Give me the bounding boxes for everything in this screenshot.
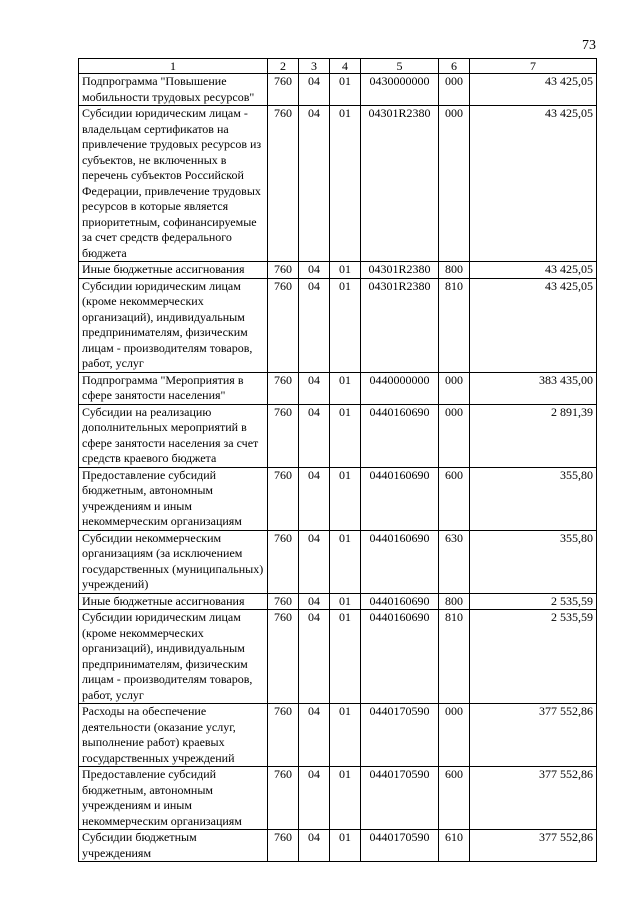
table-row bbox=[79, 106, 597, 262]
row-c2: 760 bbox=[268, 262, 299, 279]
row-c5: 0440160690 bbox=[361, 530, 439, 593]
row-amount: 43 425,05 bbox=[470, 106, 597, 262]
row-c6: 810 bbox=[439, 610, 470, 704]
row-c6: 600 bbox=[439, 767, 470, 830]
row-c5: 04301R2380 bbox=[361, 106, 439, 262]
row-c4: 01 bbox=[330, 404, 361, 467]
row-c2: 760 bbox=[268, 610, 299, 704]
row-c3: 04 bbox=[299, 106, 330, 262]
header-col-2: 2 bbox=[268, 59, 299, 74]
row-name: Субсидии юридическим лицам - владельцам сертификатов на привлечение трудовых ресурсов из субъектов, не включенных в перечень субъектов Российской Федерации, привлечение трудовых ресурсов в которые является приоритетным, софинансируемые за счет средств федерального бюджета bbox=[79, 106, 268, 262]
header-col-6: 6 bbox=[439, 59, 470, 74]
row-c6: 000 bbox=[439, 106, 470, 262]
row-c6: 630 bbox=[439, 530, 470, 593]
row-c3: 04 bbox=[299, 830, 330, 862]
row-c5: 0440170590 bbox=[361, 704, 439, 767]
row-c4: 01 bbox=[330, 593, 361, 610]
row-c6: 800 bbox=[439, 262, 470, 279]
row-amount: 43 425,05 bbox=[470, 278, 597, 372]
row-c6: 600 bbox=[439, 467, 470, 530]
row-c2: 760 bbox=[268, 593, 299, 610]
row-name: Субсидии на реализацию дополнительных мероприятий в сфере занятости населения за счет средств краевого бюджета bbox=[79, 404, 268, 467]
row-c2: 760 bbox=[268, 467, 299, 530]
row-name: Субсидии юридическим лицам (кроме некоммерческих организаций), индивидуальным предпринимателям, физическим лицам - производителям товаров, работ, услуг bbox=[79, 278, 268, 372]
row-amount: 377 552,86 bbox=[470, 767, 597, 830]
row-c2: 760 bbox=[268, 767, 299, 830]
row-c3: 04 bbox=[299, 704, 330, 767]
row-c2: 760 bbox=[268, 530, 299, 593]
row-amount: 2 535,59 bbox=[470, 593, 597, 610]
row-c3: 04 bbox=[299, 278, 330, 372]
header-col-1: 1 bbox=[79, 59, 268, 74]
row-name: Иные бюджетные ассигнования bbox=[79, 593, 268, 610]
row-name: Предоставление субсидий бюджетным, автономным учреждениям и иным некоммерческим организациям bbox=[79, 467, 268, 530]
row-c6: 000 bbox=[439, 74, 470, 106]
row-c4: 01 bbox=[330, 704, 361, 767]
row-amount: 383 435,00 bbox=[470, 372, 597, 404]
row-name: Субсидии бюджетным учреждениям bbox=[79, 830, 268, 862]
table-row bbox=[79, 262, 597, 279]
row-amount: 43 425,05 bbox=[470, 74, 597, 106]
row-name: Расходы на обеспечение деятельности (оказание услуг, выполнение работ) краевых государственных учреждений bbox=[79, 704, 268, 767]
row-c2: 760 bbox=[268, 372, 299, 404]
row-c5: 0430000000 bbox=[361, 74, 439, 106]
table-row bbox=[79, 467, 597, 530]
row-amount: 2 535,59 bbox=[470, 610, 597, 704]
row-c4: 01 bbox=[330, 530, 361, 593]
row-c2: 760 bbox=[268, 106, 299, 262]
row-c3: 04 bbox=[299, 530, 330, 593]
row-c3: 04 bbox=[299, 74, 330, 106]
table-row bbox=[79, 530, 597, 593]
row-c4: 01 bbox=[330, 767, 361, 830]
row-c5: 0440160690 bbox=[361, 467, 439, 530]
table-row bbox=[79, 830, 597, 862]
row-name: Иные бюджетные ассигнования bbox=[79, 262, 268, 279]
table-row bbox=[79, 372, 597, 404]
row-name: Подпрограмма "Мероприятия в сфере занятости населения" bbox=[79, 372, 268, 404]
row-c3: 04 bbox=[299, 767, 330, 830]
row-c5: 0440000000 bbox=[361, 372, 439, 404]
row-c5: 0440160690 bbox=[361, 610, 439, 704]
row-c2: 760 bbox=[268, 74, 299, 106]
row-amount: 355,80 bbox=[470, 467, 597, 530]
row-c2: 760 bbox=[268, 830, 299, 862]
row-name: Субсидии некоммерческим организациям (за исключением государственных (муниципальных) учреждений) bbox=[79, 530, 268, 593]
table-row bbox=[79, 278, 597, 372]
header-row bbox=[79, 59, 597, 74]
header-col-7: 7 bbox=[470, 59, 597, 74]
row-c4: 01 bbox=[330, 278, 361, 372]
row-c6: 000 bbox=[439, 404, 470, 467]
row-c2: 760 bbox=[268, 704, 299, 767]
row-c4: 01 bbox=[330, 467, 361, 530]
table-row bbox=[79, 610, 597, 704]
row-c5: 0440170590 bbox=[361, 767, 439, 830]
table-row bbox=[79, 767, 597, 830]
table-row bbox=[79, 593, 597, 610]
row-c4: 01 bbox=[330, 74, 361, 106]
row-c4: 01 bbox=[330, 262, 361, 279]
table-row bbox=[79, 74, 597, 106]
row-c3: 04 bbox=[299, 467, 330, 530]
row-name: Субсидии юридическим лицам (кроме некоммерческих организаций), индивидуальным предпринимателям, физическим лицам - производителям товаров, работ, услуг bbox=[79, 610, 268, 704]
page-number: 73 bbox=[582, 38, 596, 53]
row-amount: 2 891,39 bbox=[470, 404, 597, 467]
row-c4: 01 bbox=[330, 106, 361, 262]
row-amount: 377 552,86 bbox=[470, 704, 597, 767]
row-c4: 01 bbox=[330, 610, 361, 704]
row-name: Предоставление субсидий бюджетным, автономным учреждениям и иным некоммерческим организациям bbox=[79, 767, 268, 830]
row-name: Подпрограмма "Повышение мобильности трудовых ресурсов" bbox=[79, 74, 268, 106]
row-c5: 0440160690 bbox=[361, 404, 439, 467]
row-c4: 01 bbox=[330, 830, 361, 862]
table-row bbox=[79, 404, 597, 467]
row-c3: 04 bbox=[299, 610, 330, 704]
row-c3: 04 bbox=[299, 262, 330, 279]
table-row bbox=[79, 704, 597, 767]
header-col-5: 5 bbox=[361, 59, 439, 74]
row-c6: 000 bbox=[439, 704, 470, 767]
row-c4: 01 bbox=[330, 372, 361, 404]
row-c5: 04301R2380 bbox=[361, 278, 439, 372]
row-c3: 04 bbox=[299, 372, 330, 404]
row-c2: 760 bbox=[268, 404, 299, 467]
header-col-4: 4 bbox=[330, 59, 361, 74]
row-c6: 000 bbox=[439, 372, 470, 404]
row-c6: 610 bbox=[439, 830, 470, 862]
row-c6: 810 bbox=[439, 278, 470, 372]
row-c6: 800 bbox=[439, 593, 470, 610]
header-col-3: 3 bbox=[299, 59, 330, 74]
row-amount: 43 425,05 bbox=[470, 262, 597, 279]
row-c5: 0440170590 bbox=[361, 830, 439, 862]
row-c5: 0440160690 bbox=[361, 593, 439, 610]
row-c2: 760 bbox=[268, 278, 299, 372]
row-amount: 377 552,86 bbox=[470, 830, 597, 862]
row-c3: 04 bbox=[299, 593, 330, 610]
row-c5: 04301R2380 bbox=[361, 262, 439, 279]
row-c3: 04 bbox=[299, 404, 330, 467]
budget-table bbox=[78, 58, 597, 862]
row-amount: 355,80 bbox=[470, 530, 597, 593]
